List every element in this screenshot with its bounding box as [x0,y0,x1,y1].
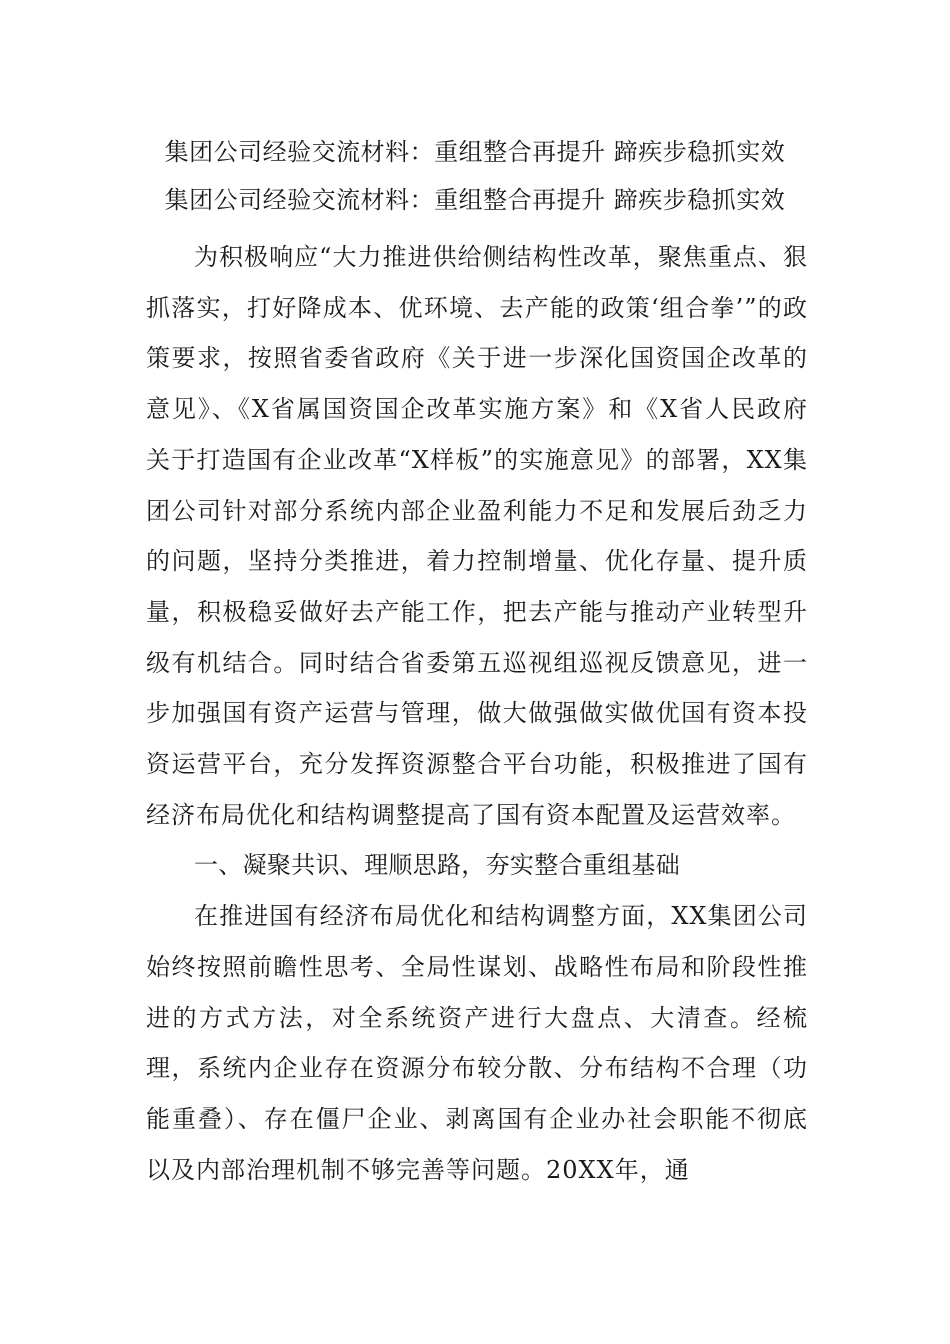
intro-paragraph: 为积极响应“大力推进供给侧结构性改革，聚焦重点、狠抓落实，打好降成本、优环境、去产能的政策‘组合拳’”的政策要求，按照省委省政府《关于进一步深化国资国企改革的意见》、《X省属国资国企改革实施方案》和《X省人民政府关于打造国有企业改革“X样板”的实施意见》的部署，XX集团公司针对部分系统内部企业盈利能力不足和发展后劲乏力的问题，坚持分类推进，着力控制增量、优化存量、提升质量，积极稳妥做好去产能工作，把去产能与推动产业转型升级有机结合。同时结合省委第五巡视组巡视反馈意见，进一步加强国有资产运营与管理，做大做强做实做优国有资本投资运营平台，充分发挥资源整合平台功能，积极推进了国有经济布局优化和结构调整提高了国有资本配置及运营效率。 [146,243,808,829]
document-title-repeat: 集团公司经验交流材料：重组整合再提升 蹄疾步稳抓实效 [164,186,786,214]
section-1-paragraph: 在推进国有经济布局优化和结构调整方面，XX集团公司始终按照前瞻性思考、全局性谋划、战略性布局和阶段性推进的方式方法，对全系统资产进行大盘点、大清查。经梳理，系统内企业存在资源分布较分散、分布结构不合理（功能重叠）、存在僵尸企业、剥离国有企业办社会职能不彻底以及内部治理机制不够完善等问题。20XX年，通 [146,902,808,1184]
section-heading-1: 一、凝聚共识、理顺思路，夯实整合重组基础 [194,851,680,880]
document-body [146,232,808,1195]
document-title: 集团公司经验交流材料：重组整合再提升 蹄疾步稳抓实效 [164,138,786,166]
